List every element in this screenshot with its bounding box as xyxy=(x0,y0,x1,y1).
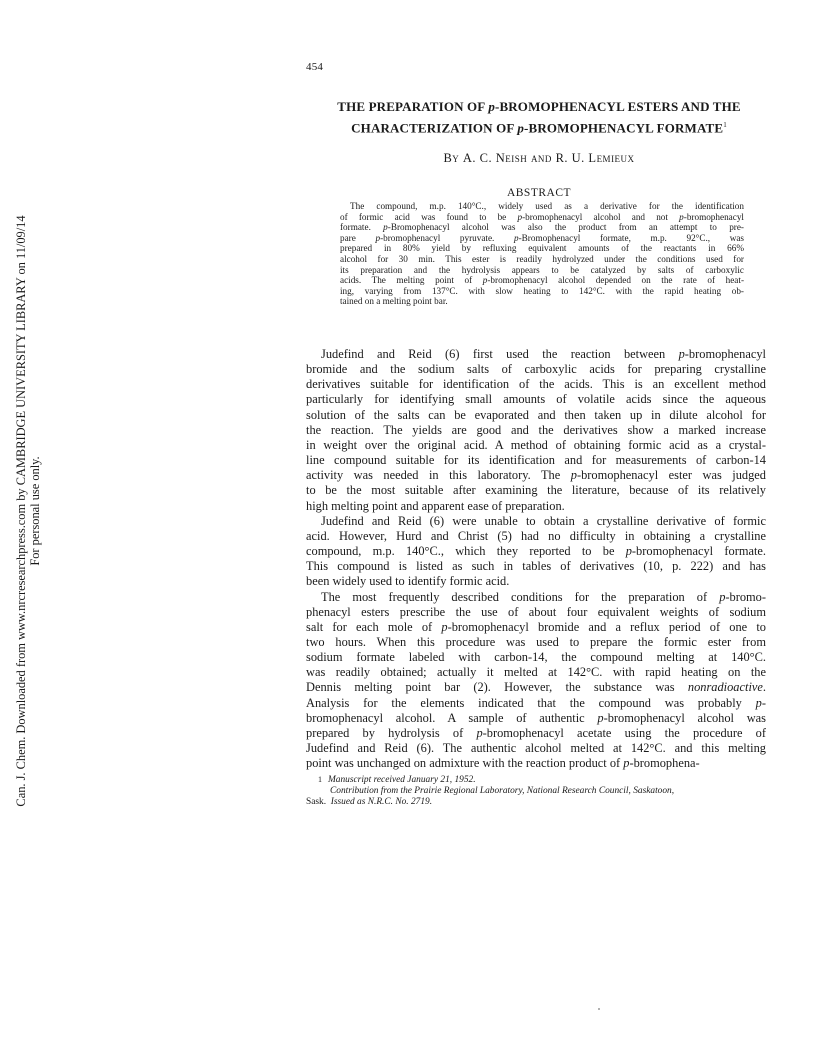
body-text xyxy=(306,347,766,771)
footnote-contribution: Contribution from the Prairie Regional Laboratory, National Research Council, Saskatoon, xyxy=(330,785,675,796)
body-line: high melting point and apparent ease of preparation. xyxy=(306,498,565,513)
abstract-line: formate. p-Bromophenacyl alcohol was also the product from an attempt to pre- xyxy=(340,222,744,233)
body-line: activity was needed in this laboratory. The p-bromophenacyl ester was judged xyxy=(306,468,766,483)
body-line: two hours. When this procedure was used to prepare the formic ester from xyxy=(306,634,766,649)
body-line: acid. However, Hurd and Christ (5) had no difficulty in obtaining a crystalline xyxy=(306,528,766,543)
article-title xyxy=(300,97,778,137)
body-line: The most frequently described conditions for the preparation of p-bromo- xyxy=(321,589,766,604)
author-byline: By A. C. Neish and R. U. Lemieux xyxy=(443,151,635,165)
author-lemieux: R. U. Lemieux xyxy=(555,151,635,165)
footnotes xyxy=(306,775,767,807)
title-footnote-marker: 1 xyxy=(723,121,727,129)
page-number: 454 xyxy=(306,61,324,73)
body-line: salt for each mole of p-bromophenacyl bromide and a reflux period of one to xyxy=(306,619,766,634)
abstract-line: its preparation and the hydrolysis appears to be catalyzed by salts of carboxylic xyxy=(340,264,744,275)
scan-speck xyxy=(598,1008,600,1010)
title-line-2: CHARACTERIZATION OF p-BROMOPHENACYL FORMATE$^1$ xyxy=(351,120,727,136)
abstract-heading: ABSTRACT xyxy=(506,187,572,199)
body-line: line compound suitable for its identification and for measurements of carbon-14 xyxy=(306,453,766,468)
abstract-line: pare p-bromophenacyl pyruvate. p-Bromophenacyl formate, m.p. 92°C., was xyxy=(340,232,745,243)
abstract-line: ing, varying from 137°C. with slow heating to 142°C. with the rapid heating ob- xyxy=(340,285,744,296)
body-line: solution of the salts can be evaporated and then taken up in dilute alcohol for xyxy=(306,407,766,422)
body-line: prepared by hydrolysis of p-bromophenacyl acetate using the procedure of xyxy=(306,725,766,740)
abstract-line: acids. The melting point of p-bromophenacyl alcohol depended on the rate of heat- xyxy=(340,275,744,286)
body-line: was readily obtained; actually it melted at 142°C. with rapid heating on the xyxy=(306,665,766,680)
body-line: to be the most suitable after examining the literature, because of its relatively xyxy=(306,483,766,498)
abstract-line: alcohol for 30 min. This ester is readily hydrolyzed under the conditions used for xyxy=(340,253,744,264)
abstract-line: prepared in 80% yield by refluxing equivalent amounts of the reactants in 66% xyxy=(340,243,744,254)
body-line: bromide and the sodium salts of carboxylic acids for preparing crystalline xyxy=(306,362,766,377)
abstract-line: The compound, m.p. 140°C., widely used as a derivative for the identification xyxy=(350,201,744,211)
body-line: derivatives suitable for identification of the acids. This is an excellent method xyxy=(306,377,766,392)
body-paragraph xyxy=(306,514,766,590)
body-line: Dennis melting point bar (2). However, the substance was nonradioactive. xyxy=(306,680,766,695)
body-line: been widely used to identify formic acid. xyxy=(306,574,510,589)
author-neish: A. C. Neish xyxy=(462,151,528,165)
abstract-line: tained on a melting point bar. xyxy=(340,296,448,307)
watermark-use-line: For personal use only. xyxy=(28,456,42,566)
body-line: Judefind and Reid (6). The authentic alcohol melted at 142°C. and this melting xyxy=(306,741,766,756)
body-line: Analysis for the elements indicated that the compound was probably p- xyxy=(306,695,766,710)
title-line-1: THE PREPARATION OF p-BROMOPHENACYL ESTERS AND THE xyxy=(337,99,741,114)
body-line: particularly for identifying small amounts of volatile acids since the aqueous xyxy=(306,392,766,407)
body-line: bromophenacyl alcohol. A sample of authentic p-bromophenacyl alcohol was xyxy=(306,710,766,725)
abstract-text xyxy=(340,201,744,307)
body-line: This compound is listed as such in tables of derivatives (10, p. 222) and has xyxy=(306,559,766,574)
body-paragraph xyxy=(306,590,766,772)
body-line: compound, m.p. 140°C., which they reported to be p-bromophenacyl formate. xyxy=(306,544,767,559)
body-line: point was unchanged on admixture with the reaction product of p-bromophena- xyxy=(306,756,700,771)
download-watermark xyxy=(14,162,42,860)
body-line: Judefind and Reid (6) first used the reaction between p-bromophenacyl xyxy=(321,347,766,361)
body-line: the reaction. The yields are good and the derivatives show a marked increase xyxy=(306,422,766,437)
body-paragraph xyxy=(306,347,766,514)
body-line: phenacyl esters prescribe the use of about four equivalent weights of sodium xyxy=(306,604,766,619)
body-line: sodium formate labeled with carbon-14, the compound melting at 140°C. xyxy=(306,650,766,665)
body-line: in weight over the original acid. A method of obtaining formic acid as a crystal- xyxy=(306,437,766,452)
footnote-received: 1 Manuscript received January 21, 1952. xyxy=(318,775,476,785)
footnote-issued: Sask. Issued as N.R.C. No. 2719. xyxy=(306,796,433,807)
body-line: Judefind and Reid (6) were unable to obtain a crystalline derivative of formic xyxy=(321,513,766,528)
watermark-source-line: Can. J. Chem. Downloaded from www.nrcresearchpress.com by CAMBRIDGE UNIVERSITY LIBRARY on 11/09/14 xyxy=(14,215,28,807)
abstract-line: of formic acid was found to be p-bromophenacyl alcohol and not p-bromophenacyl xyxy=(340,211,744,222)
